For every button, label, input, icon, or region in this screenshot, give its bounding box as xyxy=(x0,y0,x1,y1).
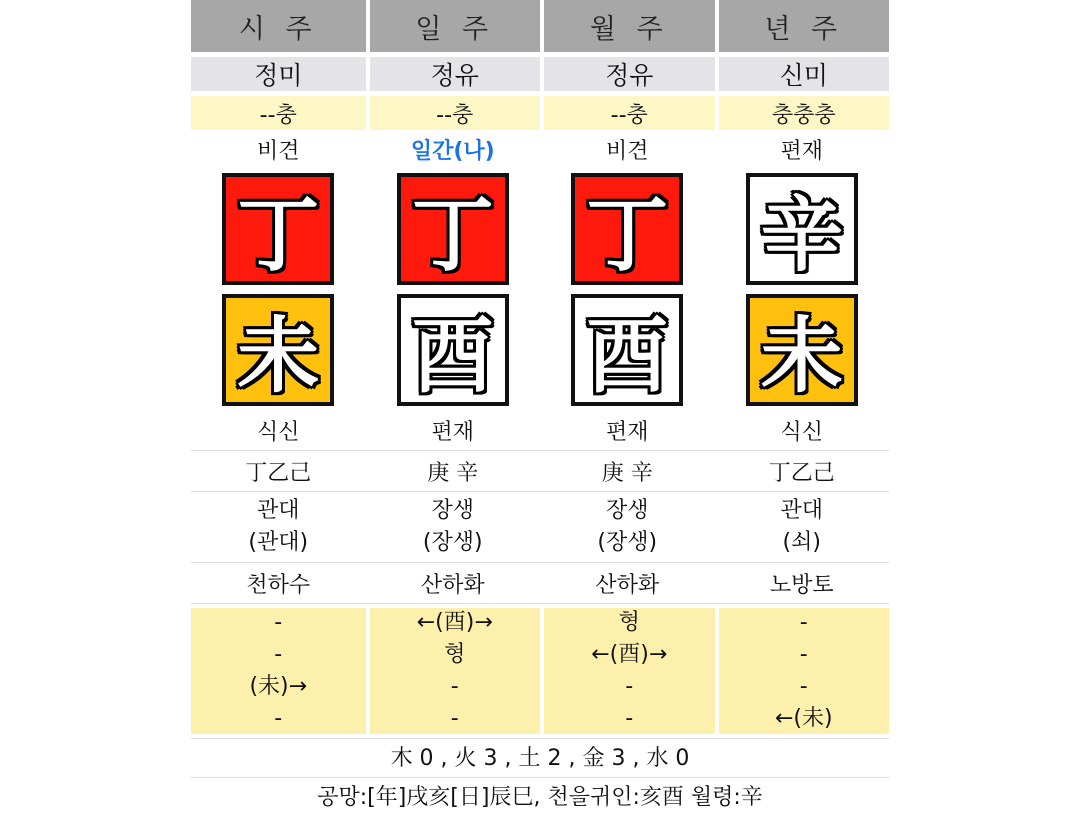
relation-item: ←(未) xyxy=(774,706,833,731)
stem-block-day[interactable]: 丁 xyxy=(397,173,509,285)
nayin-hour: 천하수 xyxy=(246,572,311,598)
ten-god-top-hour: 비견 xyxy=(256,138,300,164)
ganji-year: 신미 xyxy=(715,57,890,91)
header-month-pillar: 월 주 xyxy=(540,0,715,52)
ganji-row xyxy=(191,57,889,91)
heavenly-stem-row xyxy=(191,168,889,289)
relation-item: 형 xyxy=(618,610,640,635)
nayin-row xyxy=(191,563,889,603)
twelve-stage-sub-label: (장생) xyxy=(597,530,658,555)
twelve-stage-hour xyxy=(191,492,366,562)
chung-day: --충 xyxy=(366,96,541,130)
relations-month xyxy=(540,608,715,734)
relation-item: - xyxy=(799,610,808,635)
hidden-stems-hour: 丁乙己 xyxy=(245,460,312,486)
relation-item: - xyxy=(625,706,634,731)
stem-block-year[interactable]: 辛 xyxy=(746,173,858,285)
ten-god-bottom-year: 식신 xyxy=(780,419,823,445)
hidden-stems-year: 丁乙己 xyxy=(768,460,835,486)
header-hour-pillar: 시 주 xyxy=(191,0,366,52)
relation-item: - xyxy=(799,642,808,667)
relations-row xyxy=(191,608,889,734)
relation-item: - xyxy=(625,674,634,699)
relations-year xyxy=(715,608,890,734)
gongmang-info: 공망:[年]戌亥[日]辰巳, 천을귀인:亥酉 월령:辛 xyxy=(317,785,763,810)
ganji-day: 정유 xyxy=(366,57,541,91)
branch-block-day[interactable]: 酉 xyxy=(397,294,509,406)
ten-god-top-day-master: 일간(나) xyxy=(410,138,495,164)
divider xyxy=(191,603,889,604)
relation-item: ←(酉)→ xyxy=(416,610,493,635)
nayin-day: 산하화 xyxy=(420,572,485,598)
relation-item: (未)→ xyxy=(249,674,308,699)
ten-god-bottom-day: 편재 xyxy=(431,419,474,445)
stem-block-hour[interactable]: 丁 xyxy=(222,173,334,285)
ganji-hour: 정미 xyxy=(191,57,366,91)
nayin-month: 산하화 xyxy=(595,572,660,598)
branch-block-month[interactable]: 酉 xyxy=(571,294,683,406)
relation-item: - xyxy=(799,674,808,699)
twelve-stage-label: 관대 xyxy=(256,498,300,523)
twelve-stage-day xyxy=(366,492,541,562)
twelve-stage-label: 장생 xyxy=(605,498,649,523)
hidden-stems-row xyxy=(191,451,889,491)
twelve-stage-label: 관대 xyxy=(780,498,823,523)
chung-hour: --충 xyxy=(191,96,366,130)
chung-year: 충충충 xyxy=(715,96,890,130)
relation-item: 형 xyxy=(444,642,466,667)
twelve-stage-sub-label: (관대) xyxy=(248,530,309,555)
ten-god-top-year: 편재 xyxy=(780,138,823,164)
ten-god-bottom-month: 편재 xyxy=(605,419,649,445)
branch-block-year[interactable]: 未 xyxy=(746,294,858,406)
chung-row xyxy=(191,96,889,130)
relation-item: - xyxy=(274,610,283,635)
ten-god-top-month: 비견 xyxy=(605,138,649,164)
relations-day xyxy=(366,608,541,734)
five-elements-summary: 木 0 , 火 3 , 土 2 , 金 3 , 水 0 xyxy=(390,746,690,771)
ten-god-bottom-hour: 식신 xyxy=(256,419,300,445)
nayin-year: 노방토 xyxy=(769,572,834,598)
hidden-stems-month: 庚 辛 xyxy=(601,460,653,486)
branch-block-hour[interactable]: 未 xyxy=(222,294,334,406)
twelve-stage-label: 장생 xyxy=(431,498,474,523)
relations-hour xyxy=(191,608,366,734)
pillar-header-row xyxy=(191,0,889,52)
twelve-stage-sub-label: (쇠) xyxy=(782,530,821,555)
twelve-stage-year xyxy=(715,492,890,562)
relation-item: - xyxy=(274,706,283,731)
header-day-pillar: 일 주 xyxy=(366,0,541,52)
relation-item: ←(酉)→ xyxy=(591,642,668,667)
twelve-stage-month xyxy=(540,492,715,562)
relation-item: - xyxy=(450,674,459,699)
saju-table xyxy=(191,0,889,816)
hidden-stems-day: 庚 辛 xyxy=(427,460,479,486)
ten-god-bottom-row xyxy=(191,410,889,450)
relation-item: - xyxy=(274,642,283,667)
header-year-pillar: 년 주 xyxy=(715,0,890,52)
ganji-month: 정유 xyxy=(540,57,715,91)
twelve-stage-row xyxy=(191,492,889,562)
twelve-stage-sub-label: (장생) xyxy=(422,530,483,555)
relation-item: - xyxy=(450,706,459,731)
ten-god-top-row xyxy=(191,130,889,168)
chung-month: --충 xyxy=(540,96,715,130)
earthly-branch-row xyxy=(191,289,889,410)
stem-block-month[interactable]: 丁 xyxy=(571,173,683,285)
